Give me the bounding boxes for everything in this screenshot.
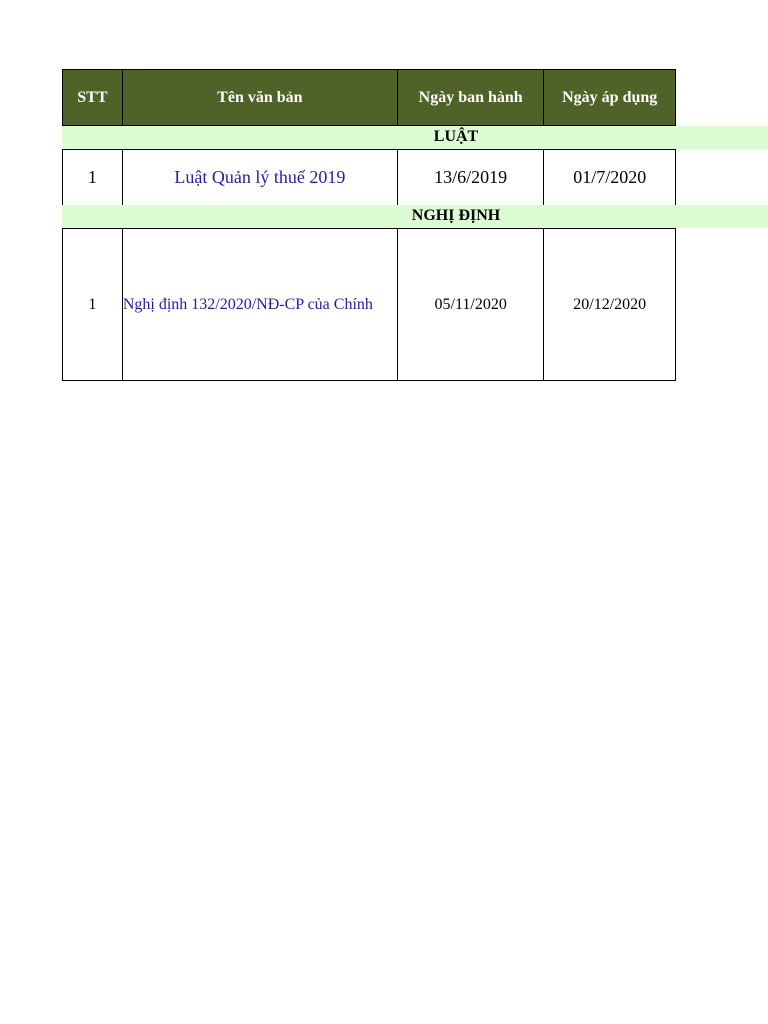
cell-issue-date: 05/11/2020	[398, 229, 545, 380]
section-row-law	[62, 126, 768, 149]
header-document-name: Tên văn bản	[123, 70, 398, 125]
cell-issue-date: 13/6/2019	[398, 150, 545, 205]
table-row	[62, 149, 676, 206]
header-issue-date: Ngày ban hành	[398, 70, 545, 125]
table-header-row	[62, 69, 676, 126]
header-stt: STT	[63, 70, 123, 125]
cell-effective-date: 20/12/2020	[573, 295, 647, 313]
cell-stt: 1	[63, 229, 123, 380]
cell-stt: 1	[63, 150, 123, 205]
document-link[interactable]: Nghị định 132/2020/NĐ-CP của Chính	[123, 229, 398, 380]
header-effective-date: Ngày áp dụng	[562, 88, 658, 106]
cell-effective-date: 01/7/2020	[573, 167, 647, 187]
table-row	[62, 228, 676, 381]
document-link[interactable]: Luật Quản lý thuế 2019	[123, 150, 398, 205]
section-row-decree	[62, 205, 768, 228]
section-title: LUẬT	[433, 128, 479, 145]
section-title: NGHỊ ĐỊNH	[411, 207, 501, 224]
